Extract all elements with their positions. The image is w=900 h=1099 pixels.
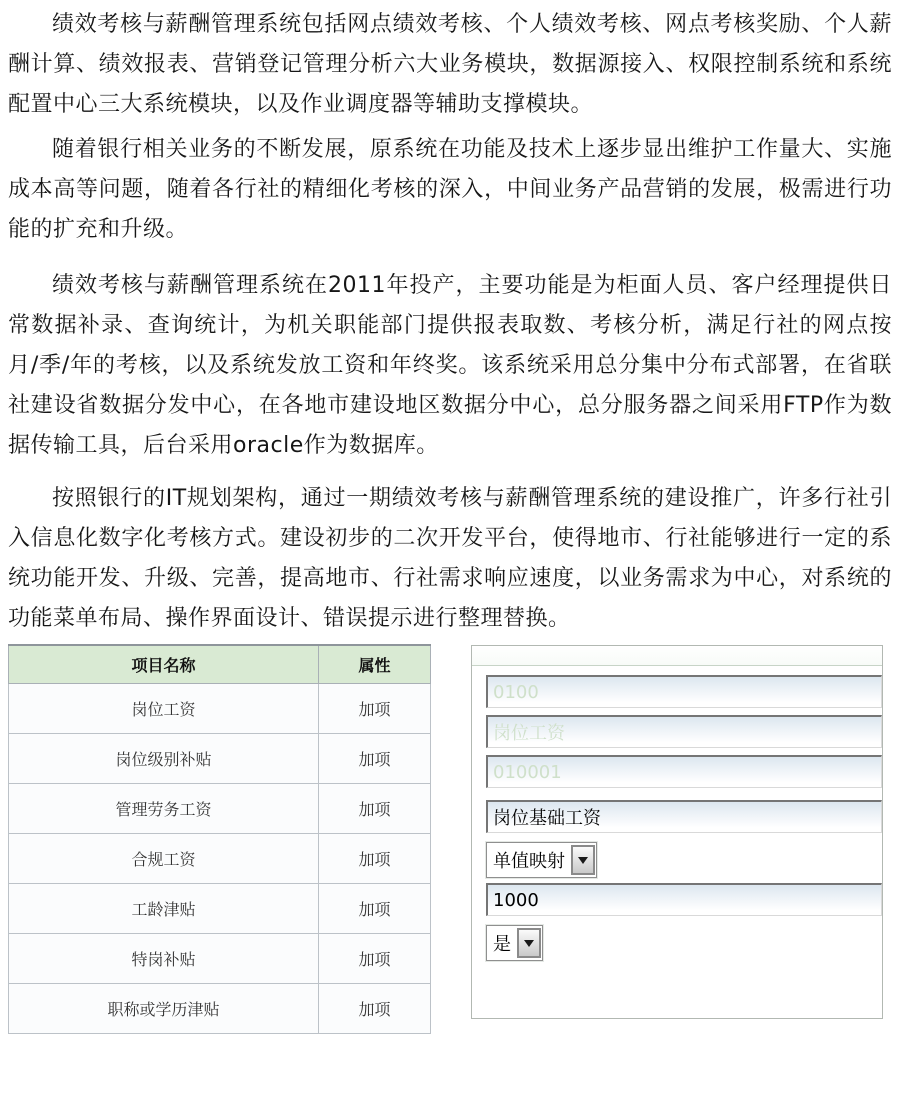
table-header-row	[9, 645, 431, 684]
detail-form-panel	[471, 645, 883, 1019]
attribute-cell: 加项	[319, 884, 431, 934]
item-name-cell: 岗位工资	[9, 684, 319, 734]
item-name-cell: 工龄津贴	[9, 884, 319, 934]
item-name-cell: 管理劳务工资	[9, 784, 319, 834]
table-row	[9, 734, 431, 784]
table-row	[9, 884, 431, 934]
attribute-cell: 加项	[319, 834, 431, 884]
table-header-item-name: 项目名称	[9, 645, 319, 684]
attribute-cell: 加项	[319, 684, 431, 734]
item-name-field[interactable]	[486, 715, 882, 748]
paragraph-1: 绩效考核与薪酬管理系统包括网点绩效考核、个人绩效考核、网点考核奖励、个人薪酬计算、绩效报表、营销登记管理分析六大业务模块，数据源接入、权限控制系统和系统配置中心三大系统模块，以及作业调度器等辅助支撑模块。	[8, 12, 892, 117]
attribute-cell: 加项	[319, 734, 431, 784]
table-row	[9, 984, 431, 1034]
item-name-cell: 职称或学历津贴	[9, 984, 319, 1034]
panel-form	[472, 666, 882, 966]
salary-items-table	[8, 644, 431, 1034]
paragraph-2: 随着银行相关业务的不断发展，原系统在功能及技术上逐步显出维护工作量大、实施成本高等问题，随着各行社的精细化考核的深入，中间业务产品营销的发展，极需进行功能的扩充和升级。	[8, 137, 892, 242]
bottom-section	[0, 644, 900, 1044]
enabled-select[interactable]	[486, 925, 543, 961]
chevron-down-icon[interactable]	[517, 928, 541, 958]
item-name-cell: 合规工资	[9, 834, 319, 884]
attribute-cell: 加项	[319, 934, 431, 984]
item-name-cell: 特岗补贴	[9, 934, 319, 984]
amount-field[interactable]	[486, 883, 882, 916]
item-code-field[interactable]	[486, 755, 882, 788]
paragraph-3: 绩效考核与薪酬管理系统在2011年投产，主要功能是为柜面人员、客户经理提供日常数据补录、查询统计，为机关职能部门提供报表取数、考核分析，满足行社的网点按月/季/年的考核，以及系统发放工资和年终奖。该系统采用总分集中分布式部署，在省联社建设省数据分发中心，在各地市建设地区数据分中心，总分服务器之间采用FTP作为数据传输工具，后台采用oracle作为数据库。	[8, 273, 892, 458]
mapping-type-select[interactable]	[486, 842, 597, 878]
table-row	[9, 784, 431, 834]
enabled-value: 是	[493, 934, 511, 955]
attribute-cell: 加项	[319, 984, 431, 1034]
table-row	[9, 684, 431, 734]
branch-code-field[interactable]	[486, 675, 882, 708]
chevron-down-icon[interactable]	[571, 845, 595, 875]
item-name-cell: 岗位级别补贴	[9, 734, 319, 784]
attribute-cell: 加项	[319, 784, 431, 834]
panel-header-strip	[472, 646, 882, 666]
table-row	[9, 834, 431, 884]
mapping-type-value: 单值映射	[493, 851, 565, 872]
table-header-attribute: 属性	[319, 645, 431, 684]
table-row	[9, 934, 431, 984]
base-name-field[interactable]	[486, 800, 882, 833]
paragraph-4: 按照银行的IT规划架构，通过一期绩效考核与薪酬管理系统的建设推广，许多行社引入信息化数字化考核方式。建设初步的二次开发平台，使得地市、行社能够进行一定的系统功能开发、升级、完善，提高地市、行社需求响应速度，以业务需求为中心，对系统的功能菜单布局、操作界面设计、错误提示进行整理替换。	[8, 486, 892, 631]
